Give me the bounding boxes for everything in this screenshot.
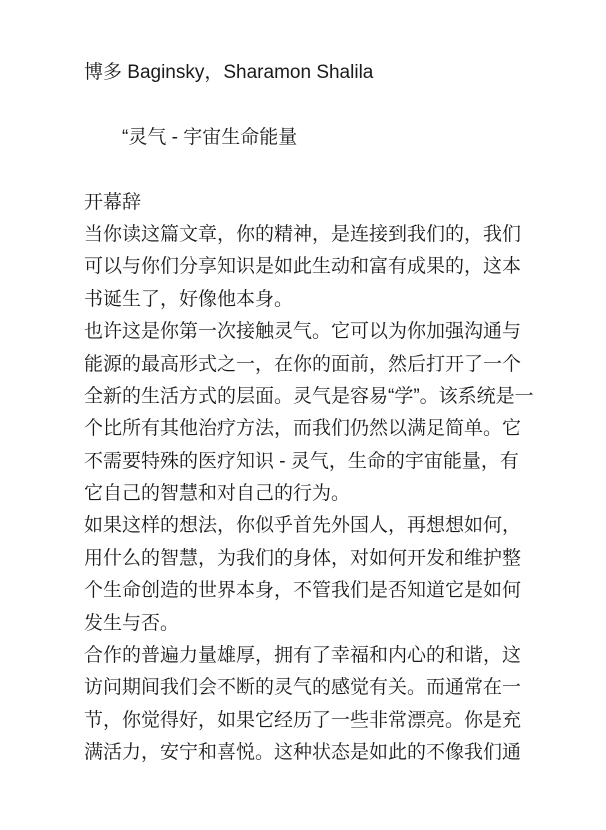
text-line: 个比所有其他治疗方法，而我们仍然以满足简单。它	[84, 418, 522, 440]
text-line: 如果这样的想法，你似乎首先外国人，再想想如何，	[84, 515, 522, 537]
text-line: 用什么的智慧，为我们的身体，对如何开发和维护整	[84, 547, 522, 569]
paragraph-wisdom-of-body	[84, 510, 606, 640]
text-line: 发生与否。	[84, 612, 180, 634]
text-line: 节，你觉得好，如果它经历了一些非常漂亮。你是充	[84, 709, 522, 731]
text-line: 它自己的智慧和对自己的行为。	[84, 483, 351, 505]
text-line: 满活力，安宁和喜悦。这种状态是如此的不像我们通	[84, 742, 522, 764]
text-line: 当你读这篇文章，你的精神，是连接到我们的，我们	[84, 223, 522, 245]
text-line: 全新的生活方式的层面。灵气是容易“学”。该系统是一	[84, 385, 534, 407]
text-line: 合作的普遍力量雄厚，拥有了幸福和内心的和谐，这	[84, 645, 522, 667]
paragraph-first-contact-reiki	[84, 316, 606, 510]
text-line: 不需要特殊的医疗知识 - 灵气，生命的宇宙能量，有	[84, 450, 519, 472]
paragraph-universal-power	[84, 640, 606, 770]
section-heading: 开幕辞	[84, 191, 142, 213]
text-line: 能源的最高形式之一，在你的面前，然后打开了一个	[84, 353, 522, 375]
paragraph-opening-words	[84, 219, 606, 316]
blank-line	[84, 89, 606, 121]
book-title: “灵气 - 宇宙生命能量	[122, 126, 298, 148]
blank-line	[84, 154, 606, 186]
text-line: 可以与你们分享知识是如此生动和富有成果的，这本	[84, 256, 522, 278]
authors-byline: 博多 Baginsky，Sharamon Shalila	[84, 62, 374, 83]
text-line: 访问期间我们会不断的灵气的感觉有关。而通常在一	[84, 677, 522, 699]
text-line: 个生命创造的世界本身，不管我们是否知道它是如何	[84, 580, 522, 602]
text-line: 书诞生了，好像他本身。	[84, 288, 294, 310]
text-line: 也许这是你第一次接触灵气。它可以为你加强沟通与	[84, 321, 522, 343]
